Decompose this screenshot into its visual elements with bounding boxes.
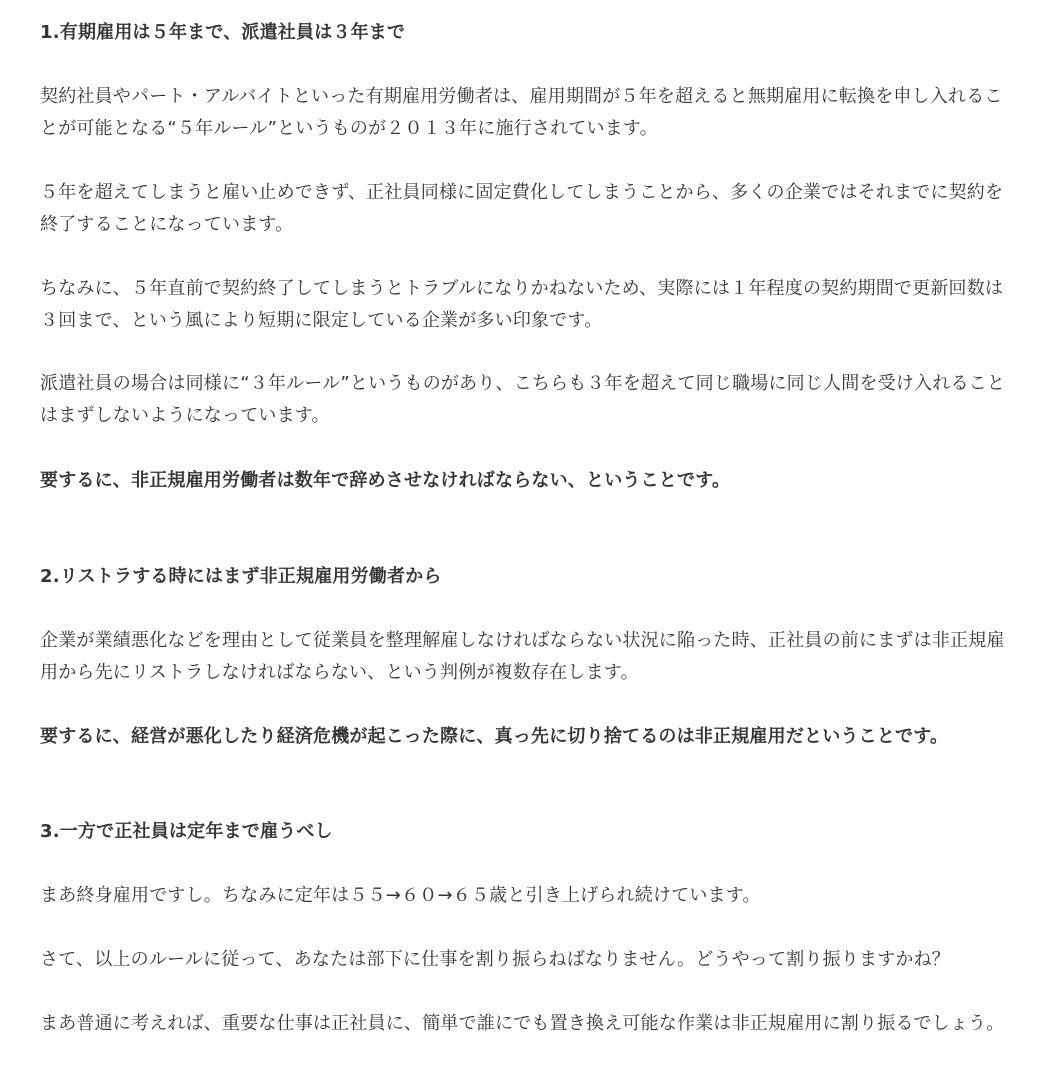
section-2-paragraph-1: 企業が業績悪化などを理由として従業員を整理解雇しなければならない状況に陥った時、正社員の前にまずは非正規雇用から先にリストラしなければならない、という判例が複数存在します。: [40, 630, 1005, 683]
section-2-summary: 要するに、経営が悪化したり経済危機が起こった際に、真っ先に切り捨てるのは非正規雇用だということです。: [40, 726, 949, 747]
section-1-paragraph-1: 契約社員やパート・アルバイトといった有期雇用労働者は、雇用期間が５年を超えると無期雇用に転換を申し入れることが可能となる“５年ルール”というものが２０１３年に施行されています。: [40, 86, 1003, 139]
section-3-paragraph-2: さて、以上のルールに従って、あなたは部下に仕事を割り振らねばなりません。どうやって割り振りますかね？: [40, 949, 950, 970]
section-2-heading: 2.リストラする時にはまず非正規雇用労働者から: [40, 566, 442, 587]
section-1-paragraph-3: ちなみに、５年直前で契約終了してしまうとトラブルになりかねないため、実際には１年程度の契約期間で更新回数は３回まで、という風により短期に限定している企業が多い印象です。: [40, 278, 1004, 331]
section-3-paragraph-3: まあ普通に考えれば、重要な仕事は正社員に、簡単で誰にでも置き換え可能な作業は非正規雇用に割り振るでしょう。: [40, 1013, 1005, 1034]
section-3-paragraph-1: まあ終身雇用ですし。ちなみに定年は５５→６０→６５歳と引き上げられ続けています。: [40, 885, 761, 906]
section-1-heading: 1.有期雇用は５年まで、派遣社員は３年まで: [40, 22, 406, 43]
section-3-heading: 3.一方で正社員は定年まで雇うべし: [40, 821, 333, 842]
section-1-paragraph-4: 派遣社員の場合は同様に“３年ルール”というものがあり、こちらも３年を超えて同じ職場に同じ人間を受け入れることはまずしないようになっています。: [40, 373, 1006, 426]
section-1-paragraph-2: ５年を超えてしまうと雇い止めできず、正社員同様に固定費化してしまうことから、多くの企業ではそれまでに契約を終了することになっています。: [40, 182, 1004, 235]
section-1-summary: 要するに、非正規雇用労働者は数年で辞めさせなければならない、ということです。: [40, 470, 731, 491]
